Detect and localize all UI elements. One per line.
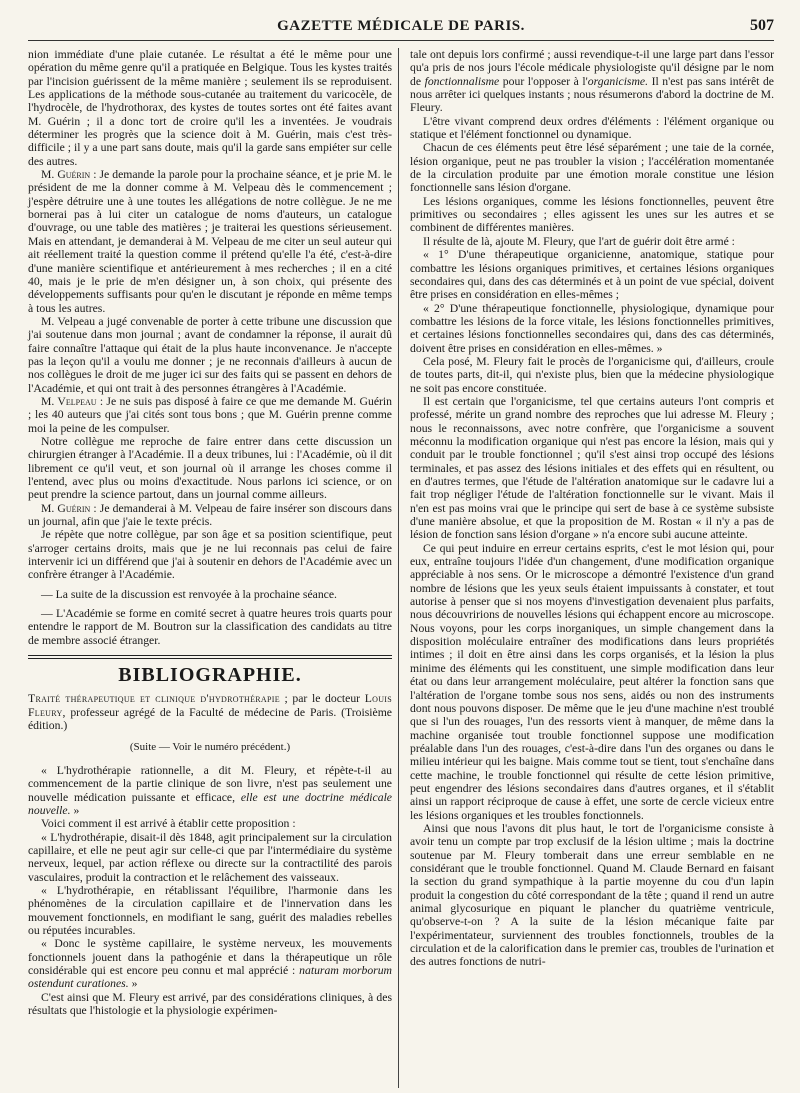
paragraph: nion immédiate d'une plaie cutanée. Le résultat a été le même pour une opération du même genre qu'il a pratiquée en Belgique. Tous les kystes traités par l'incision guérissent de la même manière ; seulement ils se reproduisent. Les applications de la méthode sous-cutanée au traitement du varicocèle, de l'hydrocèle, de l'hydrothorax, des kystes de toutes sortes ont été faites avant M. Guérin ; il a donc tort de croire qu'il les a inventées. Je voudrais déterminer les progrès que la science doit à M. Guérin, mais c'est très-difficile ; il y a une part sans doute, mais qu'il la garde sans empiéter sur celle des autres. <box>28 48 392 168</box>
book-ref-text: , professeur agrégé de la Faculté de médecine de Paris. (Troisième édition.) <box>28 705 392 733</box>
paragraph: Notre collègue me reproche de faire entrer dans cette discussion un chirurgien étranger à l'Académie. Il a deux tribunes, lui : l'Académie, où il dit librement ce qu'il veut, et son journal où il arrange les choses comme il l'entend, avec plus ou moins d'exactitude. Nous parlons ici science, or on peut prendre la science partout, dans un journal comme ailleurs. <box>28 434 392 502</box>
emphasis: naturam morborum ostendunt curationes. <box>28 964 393 991</box>
page-number: 507 <box>750 17 774 34</box>
book-author: Louis Fleury <box>28 692 392 719</box>
page-header <box>28 14 774 41</box>
paragraph: Je répète que notre collègue, par son âge et sa position scientifique, peut s'arroger certains droits, mais que je ne lui reconnais pas celui de faire intervenir ici un différend que j'ai à soutenir en dehors de l'Académie avec un confrère étranger à l'Académie. <box>28 528 392 582</box>
section-divider <box>28 655 392 659</box>
paragraph: « L'hydrothérapie, en rétablissant l'équilibre, l'harmonie dans les phénomènes de la circulation capillaire et de l'innervation dans les mouvement fonctionnels, en modifiant le sang, guérit des maladies rebelles ou réputées incurables. <box>28 883 392 937</box>
paragraph-text: » <box>70 803 80 817</box>
speaker: M. Velpeau <box>41 394 97 408</box>
paragraph: C'est ainsi que M. Fleury est arrivé, par des considérations cliniques, à des résultats que l'histologie et la physiologie expérimen- <box>28 990 392 1018</box>
continuation-note: (Suite — Voir le numéro précédent.) <box>129 740 291 753</box>
paragraph: Voici comment il est arrivé à établir cette proposition : <box>41 817 296 831</box>
emphasis: organicisme. <box>587 74 649 88</box>
paragraph <box>28 168 392 315</box>
paragraph-text: : Je ne suis pas disposé à faire ce que me demande M. Guérin ; les 40 auteurs que j'ai cités sont tous bons ; que M. Guérin prenne comme moi la peine de les compulser. <box>28 394 392 435</box>
paragraph <box>28 937 392 990</box>
book-reference <box>28 692 392 732</box>
section-title: BIBLIOGRAPHIE. <box>118 664 302 687</box>
right-column <box>410 48 774 969</box>
left-column <box>28 48 392 1017</box>
paragraph: « L'hydrothérapie, disait-il dès 1848, agit principalement sur la circulation capillaire, et elle ne peut agir sur celle-ci que par l'intermédiaire du système nerveux, lequel, par action réflexe ou directe sur la contractilité des parois vasculaires, produit la contraction et le relâchement des vaisseaux. <box>28 830 392 884</box>
paragraph: Ainsi que nous l'avons dit plus haut, le tort de l'organicisme consiste à avoir tenu un compte par trop exclusif de la lésion ultime ; mais la doctrine soutenue par M. Fleury tomberait dans une erreur semblable en ne considérant que le trouble fonctionnel. Quand M. Claude Bernard en faisant la section du grand sympathique à la partie moyenne du cou d'un lapin produit la congestion du côté correspondant de la tête ; quand il rend un autre animal glycosurique en piquant le plancher du quatrième ventricule, qu'observe-t-on ? A la suite de la lésion mécanique faite par l'expérimentateur, surviennent des troubles fonctionnels, troubles de la circulation et de la calorification dans le premier cas, troubles de l'urination et des autres fonctions de nutri- <box>410 821 774 969</box>
paragraph-text: tale ont depuis lors confirmé ; aussi revendique-t-il une large part dans l'essor qu'a pris de nos jours l'école médicale physiologiste qu'il désigne par le nom de <box>410 48 774 88</box>
paragraph-text: « Donc le système capillaire, le système nerveux, les mouvements fonctionnels jouent dans la pathogénie et dans la thérapeutique un rôle considérable qui est encore peu connu et mal apprécié : <box>28 937 392 977</box>
paragraph <box>410 48 774 115</box>
paragraph <box>28 502 392 529</box>
paragraph: « 2° D'une thérapeutique fonctionnelle, physiologique, dynamique pour combattre les lésions de la force vitale, les lésions fonctionnelles primitives, et certaines lésions fonctionnelles secondaires qui, dans des cas déterminés, doivent être prises en considération en elles-mêmes. » <box>410 301 774 355</box>
paragraph: Les lésions organiques, comme les lésions fonctionnelles, peuvent être primitives ou secondaires ; elles agissent les unes sur les autres et se combinent de différentes manières. <box>410 194 774 235</box>
paragraph-text: « L'hydrothérapie rationnelle, a dit M. Fleury, et répète-t-il au commencement de la partie clinique de son livre, n'est pas seulement une nouvelle médication puissante et efficace, <box>28 763 392 804</box>
speaker: M. Guérin <box>41 501 91 515</box>
book-title: Traité thérapeutique et clinique d'hydrothérapie <box>28 692 280 706</box>
paragraph: M. Velpeau a jugé convenable de porter à cette tribune une discussion que j'ai soutenue dans mon journal ; avant de condamner la réponse, il aurait dû faire connaître l'attaque qui était de la plus haute inconvenance. Je n'accepte pas la leçon qu'il a voulu me donner ; je ne reconnais d'ailleurs à aucun de nos collègues le droit de me juger ici sur des faits qui se passent en dehors de l'Académie, et qui ont trait à des personnes étrangères à l'Académie. <box>28 314 392 395</box>
paragraph-text: : Je demande la parole pour la prochaine séance, et je prie M. le président de me la donner comme à M. Velpeau dès le commencement ; j'espère détruire une à une toutes les allégations de notre collègue. Je ne me bornerai pas à lui citer un catalogue de noms d'auteurs, un catalogue d'ouvrage, ou une table des matières ; je traiterai les questions sérieusement. Mais en attendant, je demanderai à M. Velpeau de me citer un seul auteur qui ait réellement traité la question comme il prétend qu'elle l'a été, c'est-à-dire d'une manière scientifique et antérieurement à mes recherches ; il en a cité 40, mais je le prie de m'en désigner un, à son choix, qui présente des développements suffisants pour qu'en le discutant je réponde en même temps à tous les autres. <box>28 168 392 315</box>
paragraph: L'être vivant comprend deux ordres d'éléments : l'élément organique ou statique et l'élément fonctionnel ou dynamique. <box>410 114 774 142</box>
paragraph: Ce qui peut induire en erreur certains esprits, c'est le mot lésion qui, pour eux, entraîne toujours l'idée d'un changement, d'une modification organique appréciable à nos sens. Or le microscope a démontré l'existence d'un grand nombre de lésions que les yeux seuls étaient impuissants à constater, et tout autorise à penser que si nos moyens d'investigation devenaient plus parfaits, nous découvririons de nouvelles lésions qui échappent encore au microscope. Nous voyons, pour les corps inorganiques, un simple changement dans la disposition moléculaire entraîner des modifications dans leurs propriétés intimes ; il doit en être ainsi dans les corps organisés, et la lésion la plus minime des éléments qui les constituent, une simple modification dans leur état ou dans leur arrangement moléculaire, peut altérer la fonction sans que l'altération de l'organe tombe sous nos sens, aidés ou non des instruments dont nous pouvons disposer. De même que le jeu d'une machine n'est troublé que si l'un des rouages, l'un des ressorts vient à manquer, de même dans la machine organisée tout trouble fonctionnel suppose une modification préalable dans l'un des rouages, c'est-à-dire dans l'un des organes ou dans le milieu intérieur qui les baigne. Mais comme tout se tient, tout s'enchaîne dans cette machine, le trouble fonctionnel qui résulte de cette lésion primitive, peut engendrer des lésions secondaires dans d'autres organes, et il s'établit ainsi un rapport réciproque de cause à effet, une sorte de cercle vicieux entre les lésions organiques et les troubles fonctionnels. <box>410 541 774 822</box>
paragraph-text: pour l'opposer à l' <box>499 74 588 88</box>
paragraph: — La suite de la discussion est renvoyée à la prochaine séance. <box>41 587 337 601</box>
emphasis: fonctionnalisme <box>424 74 500 88</box>
paragraph-text: : Je demanderai à M. Velpeau de faire insérer son discours dans un journal, afin que j'aie le texte précis. <box>28 501 392 529</box>
paragraph-text: Il n'est pas sans intérêt de nous arrêter ici quelques instants ; nous résumerons d'abord la doctrine de M. Fleury. <box>410 74 774 115</box>
paragraph <box>28 395 392 435</box>
paragraph: Il est certain que l'organicisme, tel que certains auteurs l'ont compris et professé, mérite un grand nombre des reproches que lui adresse M. Fleury ; nous le reconnaissons, avec notre confrère, que l'organicisme a souvent méconnu la modification organique qui n'est pas encore la lésion, mais qui y conduit par le trouble fonctionnel ; qu'il s'est ainsi trop occupé des lésions terminales, et pas assez des lésions initiales et des effets qui en résultent, ou en d'autres termes, que l'étude de l'altération anatomique sur le cadavre lui a fait trop négliger l'étude de l'altération fonctionnelle sur le vivant. Mais il n'en est pas moins vrai que le principe qui sert de base à ce système subsiste d'une manière absolue, et que la proposition de M. Rostan « il n'y a pas de lésion de fonction sans lésion d'organe » n'a encore subi aucune atteinte. <box>410 394 774 542</box>
running-title: GAZETTE MÉDICALE DE PARIS. <box>277 18 525 34</box>
paragraph-text: » <box>128 977 138 991</box>
paragraph: Il résulte de là, ajoute M. Fleury, que l'art de guérir doit être armé : <box>423 234 735 248</box>
paragraph: « 1° D'une thérapeutique organicienne, anatomique, statique pour combattre les lésions organiques primitives, et certaines lésions organiques secondaires qui, dans des cas déterminés et à un point de vue spécial, doivent être prises en considération en elles-mêmes ; <box>410 248 774 302</box>
paragraph: Cela posé, M. Fleury fait le procès de l'organicisme qui, d'ailleurs, croule de toutes parts, dit-il, qui n'existe plus, bien que la médecine physiologique ne soit pas encore constituée. <box>410 354 774 395</box>
paragraph: — L'Académie se forme en comité secret à quatre heures trois quarts pour entendre le rapport de M. Boutron sur la classification des candidats au titre de membre associé étranger. <box>28 607 392 647</box>
book-ref-text: ; par le docteur <box>279 692 365 706</box>
speaker: M. Guérin <box>41 168 91 182</box>
column-divider <box>398 48 399 1088</box>
paragraph: Chacun de ces éléments peut être lésé séparément ; une taie de la cornée, lésion organique, peut ne pas troubler la vision ; l'accélération momentanée de la circulation produite par une émotion morale constitue une lésion fonctionnelle sans lésion d'organe. <box>410 141 774 195</box>
emphasis: elle est une doctrine médicale nouvelle. <box>28 790 392 817</box>
paragraph <box>28 764 392 817</box>
